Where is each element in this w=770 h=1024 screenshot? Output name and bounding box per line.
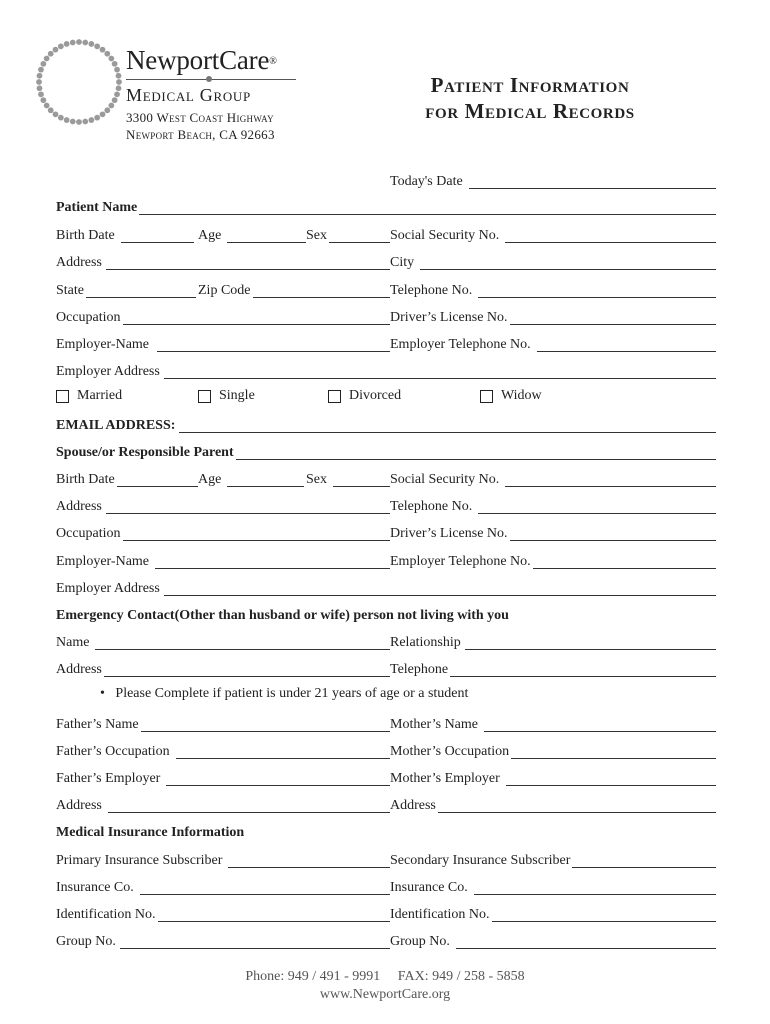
row-spouse-employer	[56, 552, 716, 572]
address-label: Address	[56, 255, 102, 270]
logo-dot	[38, 91, 44, 97]
patient-name-field[interactable]	[56, 198, 716, 218]
widow-label: Widow	[501, 388, 542, 403]
married-checkbox[interactable]	[56, 390, 69, 403]
zip-line[interactable]	[253, 296, 391, 298]
primary-subscriber-label: Primary Insurance Subscriber	[56, 853, 223, 868]
logo-dot	[40, 61, 46, 67]
footer-website: www.NewportCare.org	[319, 987, 451, 1002]
row-todays-date	[56, 172, 716, 192]
fathers-address-label: Address	[56, 798, 102, 813]
birth-date-field[interactable]	[56, 226, 194, 246]
brand-group: Medical Group	[126, 85, 251, 105]
document-title	[395, 72, 665, 124]
widow-option[interactable]	[480, 388, 542, 404]
logo-dot	[58, 115, 64, 121]
divorced-checkbox[interactable]	[328, 390, 341, 403]
mothers-address-label: Address	[390, 798, 436, 813]
logo-dot	[88, 41, 94, 47]
primary-group-no-label: Group No.	[56, 934, 116, 949]
state-label: State	[56, 283, 84, 298]
logo-dot	[82, 40, 88, 46]
secondary-identification-line[interactable]	[492, 920, 716, 922]
logo-dot	[58, 43, 64, 49]
document-title-line-2: for Medical Records	[425, 99, 635, 123]
logo-dot	[94, 115, 100, 121]
mothers-occupation-line[interactable]	[511, 757, 716, 759]
email-field[interactable]	[56, 416, 716, 436]
emergency-name-line[interactable]	[95, 648, 390, 650]
row-address-city	[56, 253, 716, 273]
fathers-address-field[interactable]	[56, 796, 390, 816]
logo-dot	[88, 117, 94, 123]
occupation-field[interactable]	[56, 308, 390, 328]
primary-insurance-co-line[interactable]	[140, 893, 390, 895]
emergency-name-field[interactable]	[56, 633, 390, 653]
email-label: EMAIL ADDRESS:	[56, 418, 176, 433]
spouse-age-line[interactable]	[227, 485, 304, 487]
row-insurance-heading	[56, 823, 716, 843]
todays-date-label: Today's Date	[390, 174, 463, 189]
insurance-heading	[56, 823, 716, 843]
primary-insurance-co-label: Insurance Co.	[56, 880, 134, 895]
logo-dot	[76, 39, 82, 45]
logo-dot	[104, 51, 110, 57]
logo-dot	[82, 119, 88, 125]
telephone-label: Telephone No.	[390, 283, 473, 298]
spouse-birth-date-line[interactable]	[117, 485, 198, 487]
birth-date-label: Birth Date	[56, 228, 115, 243]
logo-ring-icon	[34, 37, 124, 127]
registered-mark: ®	[269, 56, 277, 67]
ssn-line[interactable]	[505, 241, 716, 243]
spouse-employer-telephone-label: Employer Telephone No.	[390, 554, 531, 569]
relationship-line[interactable]	[465, 648, 716, 650]
row-spouse-birth-info	[56, 470, 716, 490]
secondary-identification-field[interactable]	[390, 905, 716, 925]
age-line[interactable]	[227, 241, 306, 243]
telephone-line[interactable]	[478, 296, 716, 298]
spouse-telephone-label: Telephone No.	[390, 499, 473, 514]
row-insurance-co	[56, 878, 716, 898]
mothers-employer-label: Mother’s Employer	[390, 771, 500, 786]
secondary-subscriber-field[interactable]	[390, 851, 716, 871]
row-parent-names	[56, 715, 716, 735]
logo-dot	[114, 67, 120, 73]
primary-identification-line[interactable]	[158, 920, 390, 922]
row-birth-info	[56, 226, 716, 246]
logo-dot	[114, 91, 120, 97]
secondary-subscriber-line[interactable]	[572, 866, 716, 868]
employer-telephone-label: Employer Telephone No.	[390, 337, 531, 352]
logo-dot	[37, 73, 43, 79]
patient-name-label: Patient Name	[56, 200, 138, 215]
row-parent-employers	[56, 769, 716, 789]
logo-dot	[100, 111, 106, 117]
row-spouse-address	[56, 497, 716, 517]
employer-address-field[interactable]	[56, 362, 716, 382]
brand-block	[126, 45, 277, 142]
drivers-license-field[interactable]	[390, 308, 716, 328]
brand-name	[126, 46, 277, 74]
logo-dot	[53, 47, 59, 53]
city-field[interactable]	[390, 253, 716, 273]
sex-field[interactable]	[306, 226, 390, 246]
primary-subscriber-line[interactable]	[228, 866, 390, 868]
row-emergency-address	[56, 660, 716, 680]
zip-label: Zip Code	[198, 283, 251, 298]
fathers-name-line[interactable]	[141, 730, 390, 732]
spouse-occupation-line[interactable]	[123, 539, 390, 541]
row-emergency-name	[56, 633, 716, 653]
primary-insurance-co-field[interactable]	[56, 878, 390, 898]
mothers-name-label: Mother’s Name	[390, 717, 478, 732]
fathers-employer-line[interactable]	[166, 784, 390, 786]
employer-address-label: Employer Address	[56, 364, 160, 379]
footer	[0, 968, 770, 1004]
emergency-heading	[56, 606, 716, 626]
spouse-sex-line[interactable]	[333, 485, 390, 487]
city-label: City	[390, 255, 415, 270]
secondary-group-no-label: Group No.	[390, 934, 450, 949]
spouse-employer-address-line[interactable]	[164, 594, 716, 596]
spouse-address-line[interactable]	[106, 512, 390, 514]
logo-dot	[116, 85, 122, 91]
spouse-ssn-label: Social Security No.	[390, 472, 500, 487]
divorced-option[interactable]	[328, 388, 401, 404]
logo-dot	[48, 51, 54, 57]
spouse-sex-label: Sex	[306, 472, 327, 487]
spouse-birth-date-field[interactable]	[56, 470, 198, 490]
spouse-occupation-label: Occupation	[56, 526, 121, 541]
logo-dot	[48, 107, 54, 113]
row-emergency-heading	[56, 606, 716, 626]
row-spouse-employer-address	[56, 579, 716, 599]
ssn-field[interactable]	[390, 226, 716, 246]
spouse-employer-name-label: Employer-Name	[56, 554, 150, 569]
todays-date-line[interactable]	[469, 187, 716, 189]
logo-dot	[53, 111, 59, 117]
address-line[interactable]	[106, 268, 390, 270]
secondary-insurance-co-field[interactable]	[390, 878, 716, 898]
email-line[interactable]	[179, 431, 716, 433]
mothers-employer-field[interactable]	[390, 769, 716, 789]
secondary-insurance-co-label: Insurance Co.	[390, 880, 468, 895]
address-field[interactable]	[56, 253, 390, 273]
logo-dot	[64, 41, 70, 47]
logo-dot	[37, 85, 43, 91]
brand-name-text: NewportCare	[126, 45, 270, 75]
logo-dot	[108, 103, 114, 109]
sex-line[interactable]	[329, 241, 390, 243]
fathers-employer-label: Father’s Employer	[56, 771, 161, 786]
state-line[interactable]	[86, 296, 196, 298]
mothers-name-field[interactable]	[390, 715, 716, 735]
logo-dot	[70, 40, 76, 46]
spouse-employer-address-label: Employer Address	[56, 581, 160, 596]
widow-checkbox[interactable]	[480, 390, 493, 403]
emergency-address-field[interactable]	[56, 660, 390, 680]
fathers-name-label: Father’s Name	[56, 717, 139, 732]
spouse-employer-telephone-field[interactable]	[390, 552, 716, 572]
fathers-employer-field[interactable]	[56, 769, 390, 789]
minor-note-text: Please Complete if patient is under 21 years of age or a student	[115, 686, 469, 701]
fathers-occupation-line[interactable]	[176, 757, 390, 759]
spouse-drivers-license-line[interactable]	[510, 539, 716, 541]
spouse-telephone-line[interactable]	[478, 512, 716, 514]
row-spouse	[56, 443, 716, 463]
logo-dot	[44, 56, 50, 62]
state-field[interactable]	[56, 281, 196, 301]
emergency-address-label: Address	[56, 662, 102, 677]
employer-address-line[interactable]	[164, 377, 716, 379]
spouse-label: Spouse/or Responsible Parent	[56, 445, 234, 460]
spouse-drivers-license-field[interactable]	[390, 524, 716, 544]
spouse-address-label: Address	[56, 499, 102, 514]
minor-note	[100, 686, 468, 702]
row-occupation	[56, 308, 716, 328]
spouse-sex-field[interactable]	[306, 470, 390, 490]
single-option[interactable]	[198, 388, 255, 404]
logo-dot	[44, 103, 50, 109]
secondary-group-no-field[interactable]	[390, 932, 716, 952]
emergency-address-line[interactable]	[104, 675, 390, 677]
married-label: Married	[77, 388, 123, 403]
brand-divider-dot	[206, 76, 212, 82]
spouse-occupation-field[interactable]	[56, 524, 390, 544]
primary-identification-label: Identification No.	[56, 907, 156, 922]
logo-dot	[112, 97, 118, 103]
row-employer	[56, 335, 716, 355]
row-state-zip	[56, 281, 716, 301]
row-spouse-occupation	[56, 524, 716, 544]
employer-name-field[interactable]	[56, 335, 390, 355]
zip-field[interactable]	[198, 281, 390, 301]
mothers-occupation-field[interactable]	[390, 742, 716, 762]
logo-dot	[38, 67, 44, 73]
emergency-telephone-label: Telephone	[390, 662, 449, 677]
primary-subscriber-field[interactable]	[56, 851, 390, 871]
sex-label: Sex	[306, 228, 327, 243]
emergency-heading-text: Emergency Contact(Other than husband or wife) person not living with you	[56, 608, 509, 623]
address-line-1: 3300 West Coast Highway	[126, 110, 274, 125]
logo-dot	[100, 47, 106, 53]
age-label: Age	[198, 228, 222, 243]
row-subscribers	[56, 851, 716, 871]
logo-dot	[116, 79, 122, 85]
mothers-occupation-label: Mother’s Occupation	[390, 744, 510, 759]
mothers-name-line[interactable]	[484, 730, 716, 732]
birth-date-line[interactable]	[121, 241, 194, 243]
logo-dot	[108, 56, 114, 62]
spouse-line[interactable]	[236, 458, 716, 460]
spouse-ssn-field[interactable]	[390, 470, 716, 490]
row-email	[56, 416, 716, 436]
primary-group-no-field[interactable]	[56, 932, 390, 952]
relationship-label: Relationship	[390, 635, 461, 650]
row-patient-name	[56, 198, 716, 218]
telephone-field[interactable]	[390, 281, 716, 301]
primary-group-no-line[interactable]	[120, 947, 390, 949]
spouse-field[interactable]	[56, 443, 716, 463]
document-title-line-1: Patient Information	[430, 73, 630, 97]
logo-dot	[112, 61, 118, 67]
drivers-license-line[interactable]	[510, 323, 716, 325]
fathers-occupation-field[interactable]	[56, 742, 390, 762]
secondary-identification-label: Identification No.	[390, 907, 490, 922]
employer-name-label: Employer-Name	[56, 337, 150, 352]
emergency-telephone-field[interactable]	[390, 660, 716, 680]
mothers-address-line[interactable]	[438, 811, 716, 813]
emergency-telephone-line[interactable]	[450, 675, 716, 677]
bullet-icon: •	[100, 686, 105, 701]
logo-dot	[36, 79, 42, 85]
insurance-heading-text: Medical Insurance Information	[56, 825, 245, 840]
primary-identification-field[interactable]	[56, 905, 390, 925]
spouse-address-field[interactable]	[56, 497, 390, 517]
married-option[interactable]	[56, 388, 122, 404]
single-label: Single	[219, 388, 255, 403]
divorced-label: Divorced	[349, 388, 402, 403]
logo-dot	[40, 97, 46, 103]
address-line-2: Newport Beach, CA 92663	[126, 127, 275, 142]
secondary-insurance-co-line[interactable]	[474, 893, 716, 895]
single-checkbox[interactable]	[198, 390, 211, 403]
patient-name-line[interactable]	[139, 213, 716, 215]
employer-telephone-field[interactable]	[390, 335, 716, 355]
spouse-employer-telephone-line[interactable]	[533, 567, 716, 569]
occupation-line[interactable]	[123, 323, 390, 325]
spouse-drivers-license-label: Driver’s License No.	[390, 526, 508, 541]
employer-name-line[interactable]	[157, 350, 390, 352]
spouse-employer-name-field[interactable]	[56, 552, 390, 572]
row-parent-addresses	[56, 796, 716, 816]
mothers-employer-line[interactable]	[506, 784, 716, 786]
logo-dot	[70, 119, 76, 125]
footer-phone-fax: Phone: 949 / 491 - 9991 FAX: 949 / 258 - 5858	[245, 969, 525, 984]
city-line[interactable]	[420, 268, 716, 270]
spouse-birth-date-label: Birth Date	[56, 472, 115, 487]
spouse-employer-name-line[interactable]	[155, 567, 390, 569]
relationship-field[interactable]	[390, 633, 716, 653]
spouse-telephone-field[interactable]	[390, 497, 716, 517]
emergency-name-label: Name	[56, 635, 90, 650]
spouse-employer-address-field[interactable]	[56, 579, 716, 599]
fathers-occupation-label: Father’s Occupation	[56, 744, 170, 759]
mothers-address-field[interactable]	[390, 796, 716, 816]
marital-status-row	[56, 388, 716, 408]
employer-telephone-line[interactable]	[537, 350, 716, 352]
row-employer-address	[56, 362, 716, 382]
row-identification	[56, 905, 716, 925]
fathers-name-field[interactable]	[56, 715, 390, 735]
spouse-age-label: Age	[198, 472, 222, 487]
secondary-group-no-line[interactable]	[456, 947, 716, 949]
todays-date-field[interactable]	[390, 172, 716, 192]
spouse-ssn-line[interactable]	[505, 485, 716, 487]
occupation-label: Occupation	[56, 310, 121, 325]
logo-dot	[76, 119, 82, 125]
fathers-address-line[interactable]	[108, 811, 390, 813]
ssn-label: Social Security No.	[390, 228, 500, 243]
logo-dot	[94, 43, 100, 49]
age-field[interactable]	[198, 226, 306, 246]
logo-dot	[104, 107, 110, 113]
logo-dot	[116, 73, 122, 79]
drivers-license-label: Driver’s License No.	[390, 310, 508, 325]
spouse-age-field[interactable]	[198, 470, 304, 490]
logo-dot	[64, 117, 70, 123]
row-parent-occupations	[56, 742, 716, 762]
secondary-subscriber-label: Secondary Insurance Subscriber	[390, 853, 571, 868]
row-group-no	[56, 932, 716, 952]
